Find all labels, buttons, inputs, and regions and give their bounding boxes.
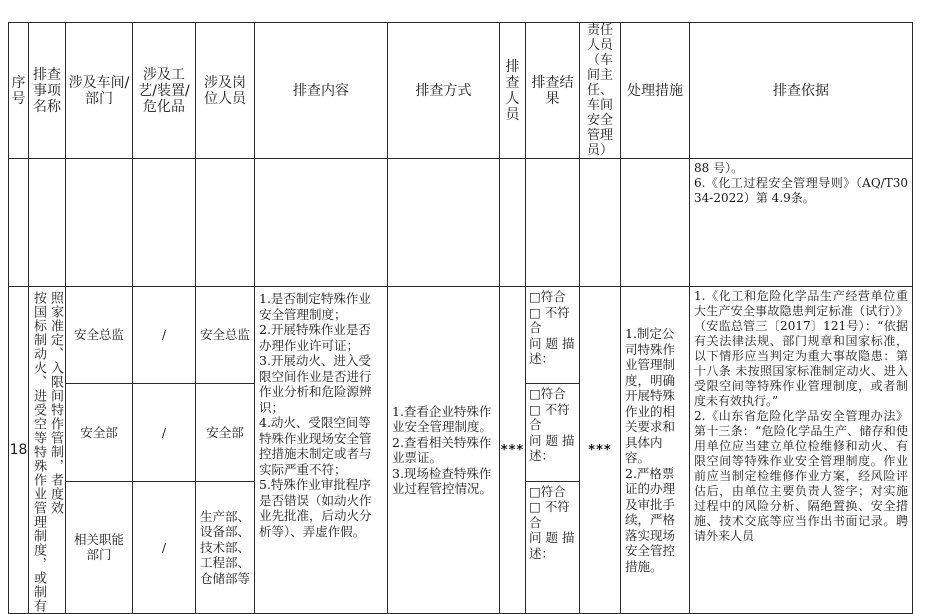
workshop-cell: 相关职能部门	[66, 481, 133, 613]
item-name-col-a: 照家准定、入限间特作管制，者度效	[48, 291, 63, 515]
header-content: 排查内容	[255, 23, 388, 159]
header-seq: 序号	[9, 23, 29, 159]
header-basis: 排查依据	[690, 23, 913, 159]
result-cell: □符合 □ 不符合 问 题 描述：	[526, 481, 580, 613]
row-18-responsible: ***	[580, 287, 621, 614]
post-cell: 安全总监	[196, 287, 255, 384]
result-cell: □符合 □ 不符合 问 题 描述：	[526, 287, 580, 384]
workshop-cell: 安全总监	[66, 287, 133, 384]
process-cell: /	[133, 384, 196, 481]
result-cell: □符合 □ 不符合 问 题 描述：	[526, 384, 580, 481]
row-18-content: 1.是否制定特殊作业安全管理制度； 2.开展特殊作业是否办理作业许可证； 3.开展动火、进入受限空间作业是否进行作业分析和危险源辨识； 4.动火、受限空间等特殊作业现场安全管控措施未制定或者与实际严重不符； 5.特殊作业审批程序是否错误（如动火作业先批准，后动火分析等）、弄虚作假。	[255, 287, 388, 614]
header-workshop: 涉及车间/部门	[66, 23, 133, 159]
previous-row-basis: 88 号）。 6.《化工过程安全管理导则》（AQ/T3034-2022）第 4.9条。	[690, 159, 913, 287]
header-post: 涉及岗位人员	[196, 23, 255, 159]
header-responsible: 责任人员（车间主任、车间安全管理员）	[580, 23, 621, 159]
row-18-basis: 1.《化工和危险化学品生产经营单位重大生产安全事故隐患判定标准（试行）》（安监总管三〔2017〕121号）：“依据有关法律法规、部门规章和国家标准，以下情形应当判定为重大事故隐患：第十八条 未按照国家标准制定动火、进入受限空间等特殊作业管理制度，或者制度未有效执行。” 2.《山东省危险化学品安全管理办法》 第十三条：“危险化学品生产、储存和使用单位应当建立单位检维修和动火、有限空间等特殊作业安全管理制度。作业前应当制定检维修作业方案，经风险评估后，由单位主要负责人签字；对实施过程中的风险分析、隔绝置换、安全措施、技术交底等应当作出书面记录。聘请外来人员	[690, 287, 913, 614]
header-method: 排查方式	[388, 23, 500, 159]
row-18-inspector: ***	[500, 287, 526, 614]
row-18-measures: 1.制定公司特殊作业管理制度，明确开展特殊作业的相关要求和具体内容。 2.严格票证的办理及审批手续，严格落实现场安全管控措施。	[621, 287, 690, 614]
workshop-cell: 安全部	[66, 384, 133, 481]
header-measures: 处理措施	[621, 23, 690, 159]
header-result: 排查结果	[526, 23, 580, 159]
item-name-col-b: 按国标制动火、进受空等特殊作业管理制度，或制有	[31, 291, 46, 613]
header-item: 排查事项名称	[29, 23, 66, 159]
process-cell: /	[133, 287, 196, 384]
header-process: 涉及工艺/装置/危化品	[133, 23, 196, 159]
post-cell: 安全部	[196, 384, 255, 481]
row-18-item-name	[29, 287, 66, 614]
header-inspector: 排查人员	[500, 23, 526, 159]
row-18-method: 1.查看企业特殊作业安全管理制度。 2.查看相关特殊作业票证。 3.现场检查特殊作业过程管控情况。	[388, 287, 500, 614]
previous-row-continuation	[9, 159, 913, 287]
header-row	[9, 23, 913, 159]
post-cell: 生产部、设备部、技术部、工程部、仓储部等	[196, 481, 255, 613]
row-18-sub-1	[9, 287, 913, 384]
row-18-seq: 18	[9, 287, 29, 614]
hazard-inspection-table	[8, 22, 913, 614]
process-cell: /	[133, 481, 196, 613]
